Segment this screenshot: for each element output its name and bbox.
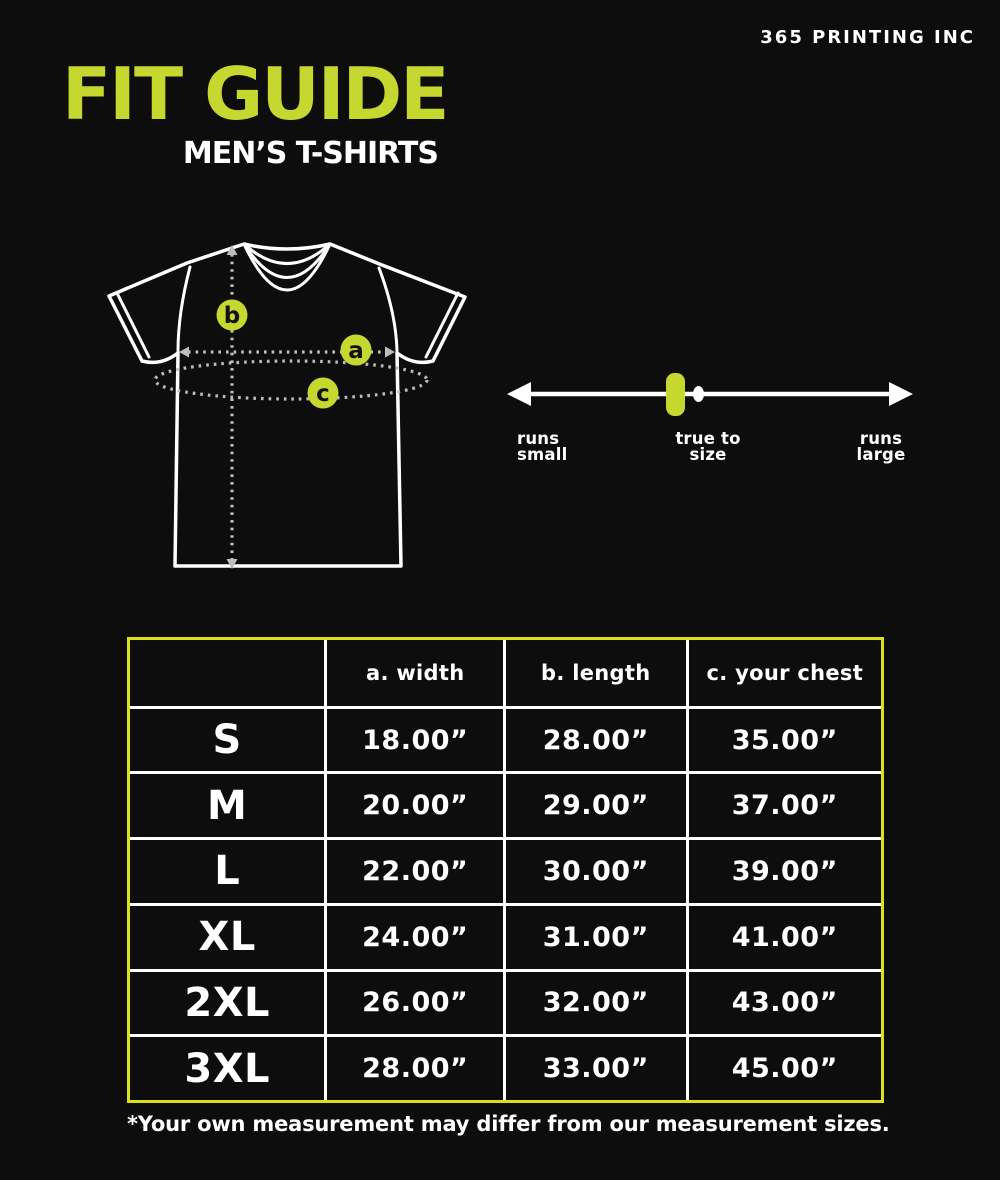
length-value: 31.00” <box>506 906 686 969</box>
footnote: *Your own measurement may differ from our measurement sizes. <box>127 1112 890 1136</box>
page-title: FIT GUIDE <box>62 52 448 136</box>
chest-value: 39.00” <box>689 840 881 903</box>
scale-label-line: size <box>689 444 727 464</box>
fit-scale-center-dot <box>693 386 704 402</box>
tshirt-measurement-diagram <box>95 235 480 580</box>
size-label: XL <box>130 906 324 969</box>
width-value: 18.00” <box>327 709 503 772</box>
marker-b <box>217 300 248 331</box>
chest-value: 35.00” <box>689 709 881 772</box>
marker-c-label: c <box>316 381 330 407</box>
length-value: 30.00” <box>506 840 686 903</box>
scale-label-line: small <box>517 444 568 464</box>
cuff-hem-right <box>426 293 458 357</box>
chest-value: 45.00” <box>689 1037 881 1100</box>
size-label: 2XL <box>130 972 324 1035</box>
marker-a-label: a <box>348 338 364 364</box>
width-value: 20.00” <box>327 774 503 837</box>
size-table <box>127 637 884 1103</box>
length-value: 28.00” <box>506 709 686 772</box>
scale-label-line: runs <box>859 429 903 448</box>
scale-label-line: runs <box>517 429 560 448</box>
scale-label-line: true to <box>675 429 741 448</box>
column-header-length: b. length <box>506 640 686 706</box>
width-value: 24.00” <box>327 906 503 969</box>
column-header-width: a. width <box>327 640 503 706</box>
width-arrow-left-icon <box>179 347 189 358</box>
width-value: 28.00” <box>327 1037 503 1100</box>
length-value: 33.00” <box>506 1037 686 1100</box>
scale-label-true-to-size <box>647 431 769 462</box>
tshirt-outline-icon <box>109 244 465 566</box>
chest-value: 43.00” <box>689 972 881 1035</box>
chest-measure-ellipse <box>155 361 427 399</box>
scale-label-runs-small <box>517 431 567 462</box>
marker-b-label: b <box>223 303 241 329</box>
brand-name: 365 PRINTING INC <box>760 27 975 48</box>
width-value: 26.00” <box>327 972 503 1035</box>
size-label: 3XL <box>130 1037 324 1100</box>
armhole-seam-left <box>178 267 190 351</box>
chest-value: 41.00” <box>689 906 881 969</box>
width-value: 22.00” <box>327 840 503 903</box>
page-subtitle: MEN’S T-SHIRTS <box>182 136 438 171</box>
marker-c <box>308 378 339 409</box>
collar-arc-3 <box>244 244 330 290</box>
armhole-seam-right <box>379 268 397 351</box>
marker-a <box>341 335 372 366</box>
fit-scale <box>505 362 915 434</box>
table-corner-cell <box>130 640 324 706</box>
chest-value: 37.00” <box>689 774 881 837</box>
width-arrow-right-icon <box>385 347 395 358</box>
size-label: L <box>130 840 324 903</box>
scale-label-runs-large <box>822 431 940 462</box>
scale-label-line: large <box>856 444 906 464</box>
size-label: M <box>130 774 324 837</box>
length-value: 29.00” <box>506 774 686 837</box>
column-header-chest: c. your chest <box>689 640 881 706</box>
size-label: S <box>130 709 324 772</box>
fit-scale-arrow-left-icon <box>507 382 531 406</box>
fit-scale-arrow-right-icon <box>889 382 913 406</box>
length-value: 32.00” <box>506 972 686 1035</box>
fit-indicator <box>666 373 685 416</box>
